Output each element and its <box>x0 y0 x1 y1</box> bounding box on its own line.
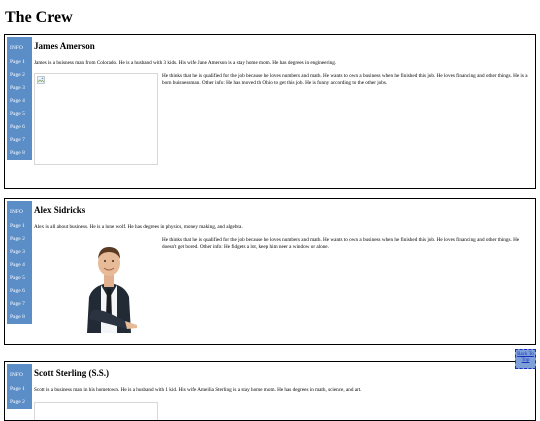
crew-photo <box>34 73 158 165</box>
crew-name: Alex Sidricks <box>34 205 86 215</box>
crew-name: Scott Sterling (S.S.) <box>34 368 109 378</box>
nav-page-6[interactable]: Page 6 <box>10 288 25 294</box>
nav-page-8[interactable]: Page 8 <box>10 150 25 156</box>
crew-intro: James is a buisness man from Colorado. He is a husband with 3 kids. His wife Jane Amerson is a stay home mom. He has degrees in engineering. <box>34 60 337 66</box>
nav-page-5[interactable]: Page 5 <box>10 111 25 117</box>
back-to-top-button[interactable]: Back To Top <box>515 349 536 369</box>
nav-page-7[interactable]: Page 7 <box>10 137 25 143</box>
card-sidebar-nav <box>7 201 32 324</box>
broken-image-icon <box>37 76 45 84</box>
page-title: The Crew <box>5 9 73 26</box>
card-sidebar-nav <box>7 364 32 409</box>
nav-page-4[interactable]: Page 4 <box>10 262 25 268</box>
nav-page-2[interactable]: Page 2 <box>10 399 25 405</box>
crew-detail: He thinks that he is qualified for the job because he loves numbers and math. He wants to own a business when he finished this job. He loves financing and other things. He is a born buisnessman. Other info: He has moved th Ohio to get this job. He is funny according to the other jobs. <box>162 73 528 86</box>
nav-info-link[interactable]: INFO <box>10 209 23 215</box>
crew-detail: He thinks that he is qualified for the job because he loves numbers and math. He wants to own a business when he finished this job. He loves financing and other things. He doesn't get bored. Other info: He fidgets a lot, keep him neer a window or alone. <box>162 237 520 250</box>
nav-page-2[interactable]: Page 2 <box>10 236 25 242</box>
crew-name: James Amerson <box>34 41 95 51</box>
businessman-photo <box>77 237 141 333</box>
crew-intro: Scott is a business man in his hometown. He is a husband with 1 kid. His wife Ameilia Sterling is a stay home mom. He has degrees in math, science, and art. <box>34 387 362 393</box>
nav-page-8[interactable]: Page 8 <box>10 314 25 320</box>
nav-page-1[interactable]: Page 1 <box>10 386 25 392</box>
nav-page-4[interactable]: Page 4 <box>10 98 25 104</box>
nav-page-7[interactable]: Page 7 <box>10 301 25 307</box>
nav-page-2[interactable]: Page 2 <box>10 72 25 78</box>
crew-card <box>4 198 536 345</box>
nav-info-link[interactable]: INFO <box>10 372 23 378</box>
crew-intro: Alex is all about business. He is a lone wolf. He has degrees in physics, money making, and algebra. <box>34 224 243 230</box>
card-sidebar-nav <box>7 37 32 160</box>
crew-card <box>4 34 536 189</box>
nav-page-3[interactable]: Page 3 <box>10 249 25 255</box>
crew-card <box>4 361 536 421</box>
nav-page-1[interactable]: Page 1 <box>10 223 25 229</box>
nav-page-5[interactable]: Page 5 <box>10 275 25 281</box>
nav-page-3[interactable]: Page 3 <box>10 85 25 91</box>
nav-info-link[interactable]: INFO <box>10 45 23 51</box>
nav-page-6[interactable]: Page 6 <box>10 124 25 130</box>
nav-page-1[interactable]: Page 1 <box>10 59 25 65</box>
